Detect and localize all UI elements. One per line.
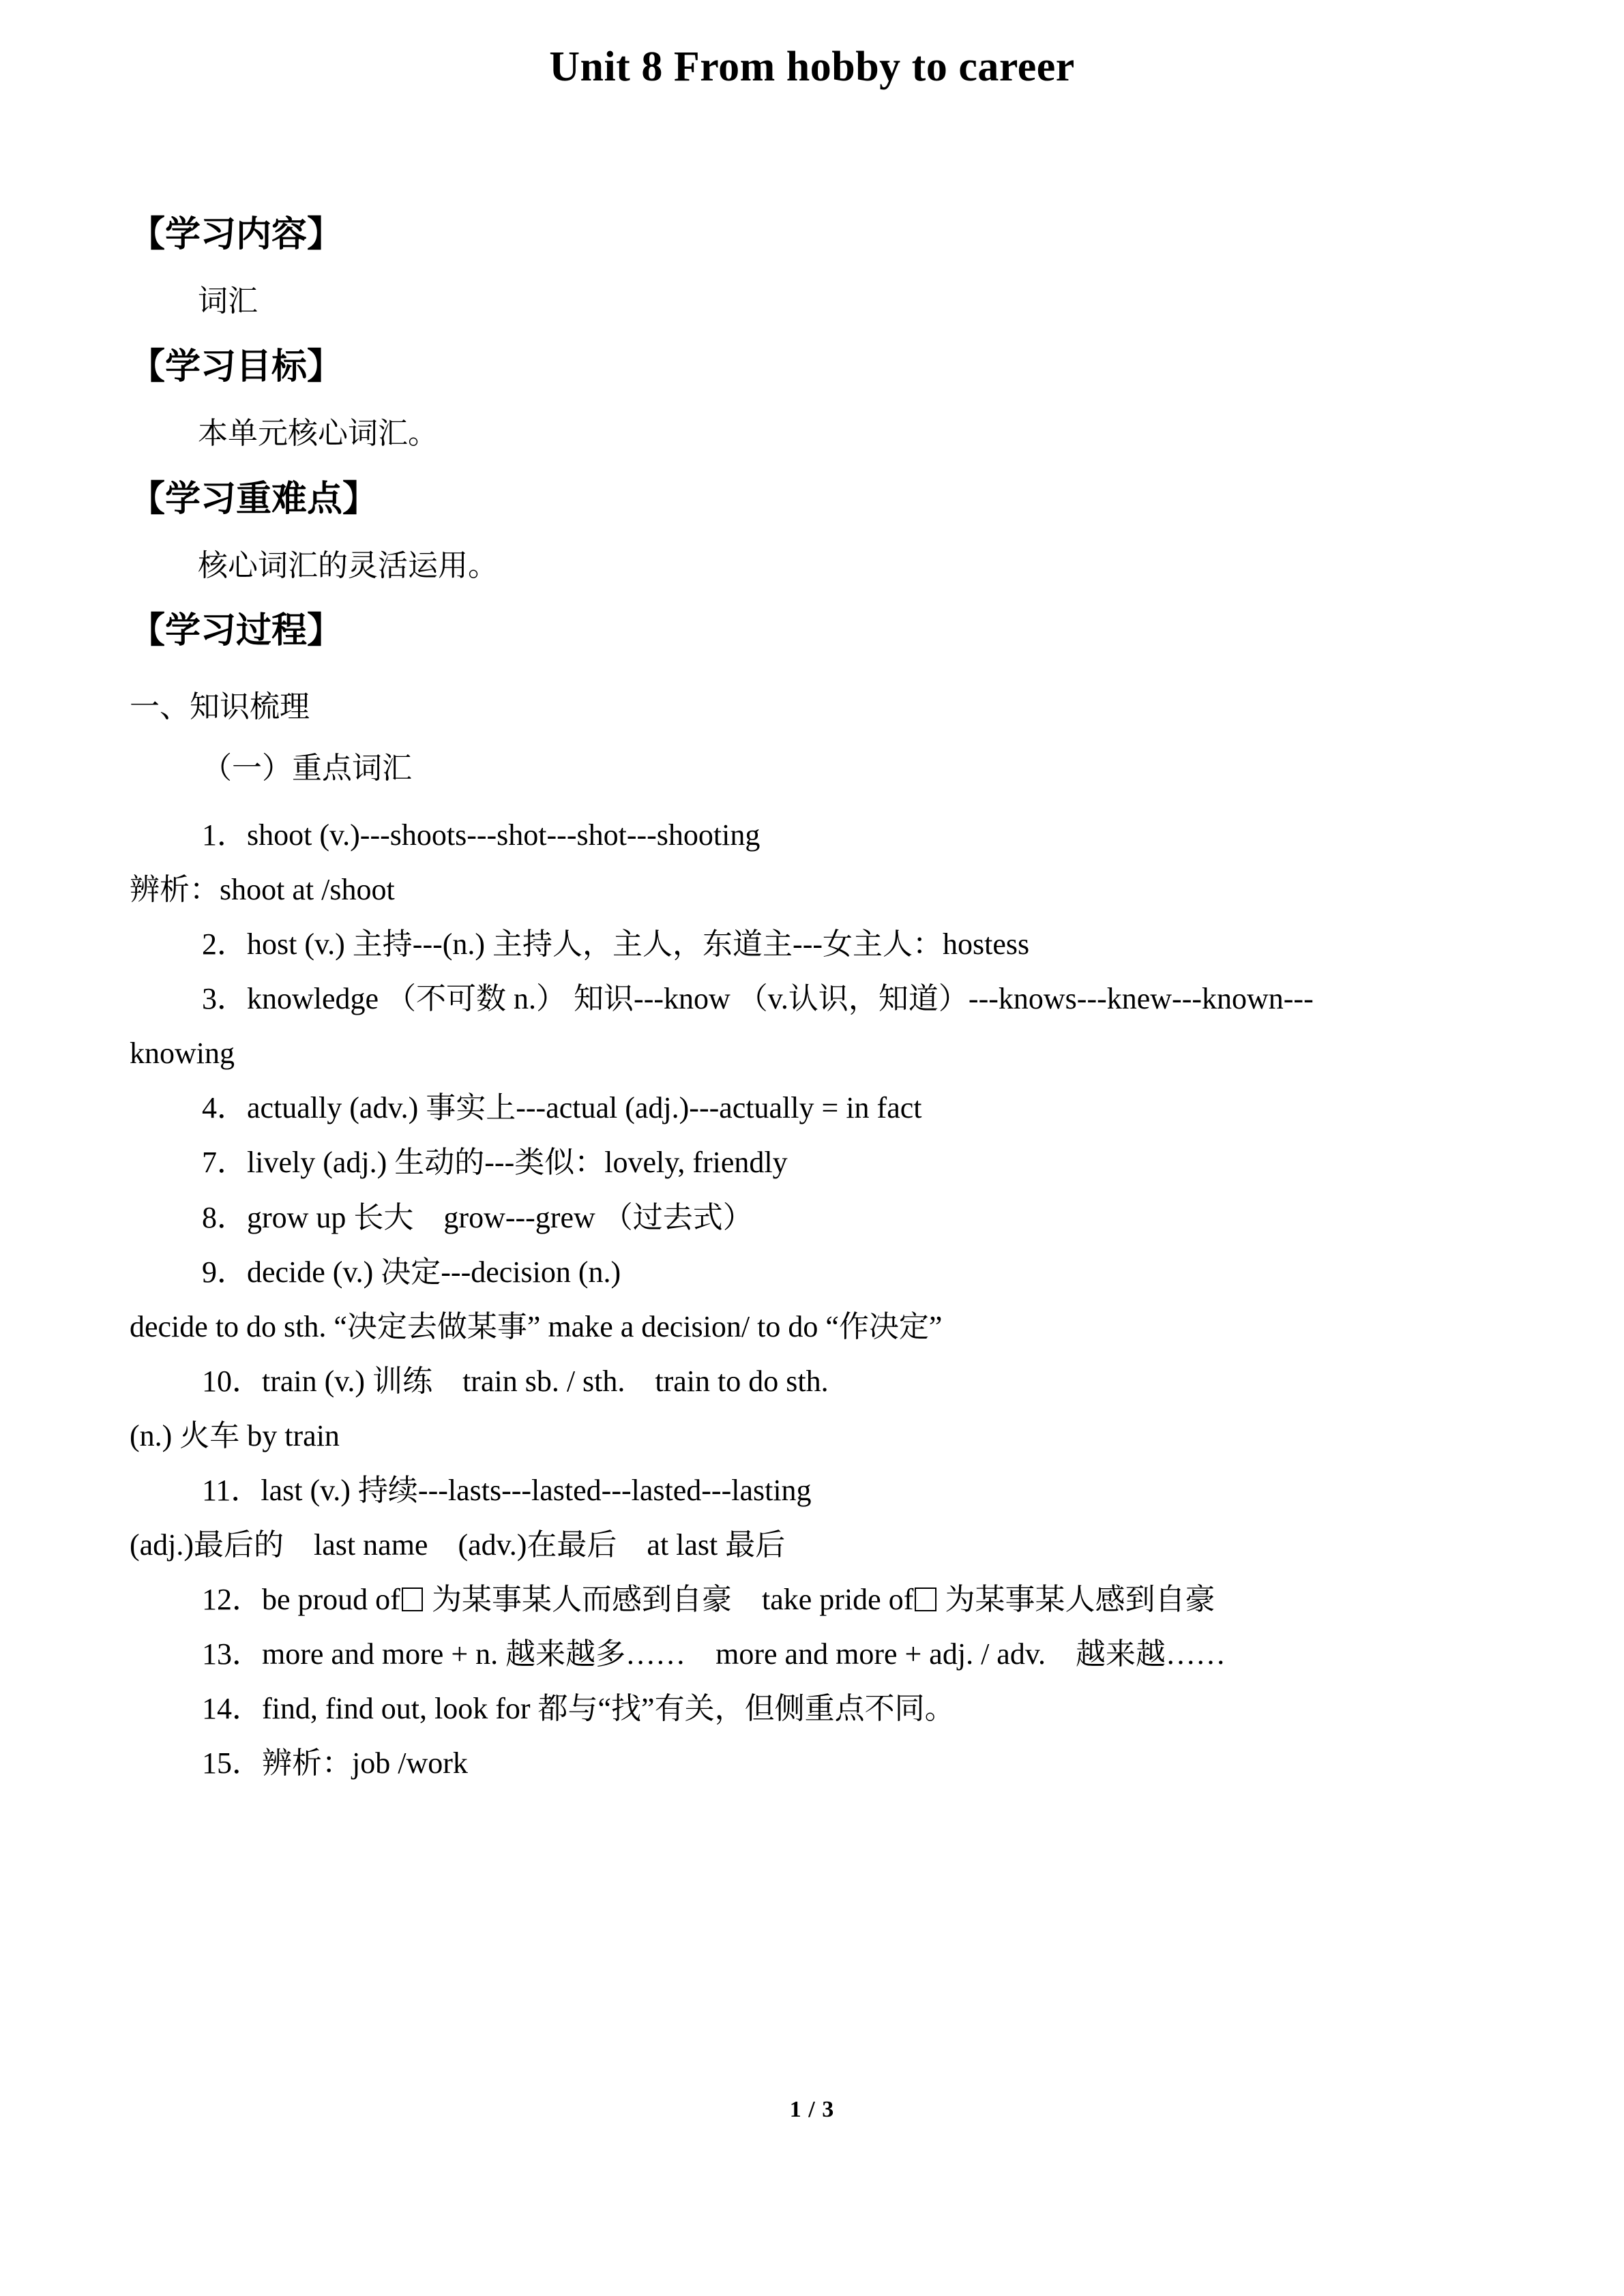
vocabulary-line: 10．train (v.) 训练 train sb. / sth. train to do sth. xyxy=(202,1364,829,1398)
learning-content-text: 词汇 xyxy=(198,284,258,318)
section-heading-learning-content: 【学习内容】 xyxy=(130,215,343,254)
section-heading-learning-objective: 【学习目标】 xyxy=(130,347,343,387)
vocabulary-line: 1．shoot (v.)---shoots---shot---shot---shooting xyxy=(202,818,761,852)
vocabulary-list xyxy=(130,808,1494,1791)
section-heading-learning-process: 【学习过程】 xyxy=(130,612,343,651)
vocabulary-line: 3．knowledge （不可数 n.） 知识---know （v.认识，知道）---knows---knew---known--- xyxy=(202,982,1314,1016)
spacer xyxy=(130,587,1494,605)
vocabulary-line: 12．be proud of 为某事某人而感到自豪 take pride of 为某事某人感到自豪 xyxy=(202,1583,1215,1617)
vocabulary-line: 辨析：shoot at /shoot xyxy=(130,873,395,907)
vocabulary-line: (n.) 火车 by train xyxy=(130,1418,340,1452)
vocabulary-line: knowing xyxy=(130,1037,235,1071)
spacer xyxy=(130,262,1494,280)
vocabulary-line: 15．辨析：job /work xyxy=(202,1746,468,1780)
spacer xyxy=(130,323,1494,341)
spacer xyxy=(130,394,1494,412)
vocabulary-line: 2．host (v.) 主持---(n.) 主持人，主人，东道主---女主人：hostess xyxy=(202,927,1030,961)
vocabulary-line: 11．last (v.) 持续---lasts---lasted---lasted---lasting xyxy=(202,1473,812,1507)
vocabulary-line: 4．actually (adv.) 事实上---actual (adj.)---actually = in fact xyxy=(202,1091,922,1125)
spacer xyxy=(130,170,1494,209)
key-difficulty-text: 核心词汇的灵活运用。 xyxy=(198,548,498,582)
vocabulary-line: 9．decide (v.) 决定---decision (n.) xyxy=(202,1255,621,1289)
part-one-heading: 一、知识梳理 xyxy=(130,690,310,724)
spacer xyxy=(130,790,1494,808)
spacer xyxy=(130,456,1494,473)
subsection-one-heading: （一）重点词汇 xyxy=(202,751,412,786)
vocabulary-line: (adj.)最后的 last name (adv.)在最后 at last 最后 xyxy=(130,1528,786,1562)
vocabulary-line: 7．lively (adj.) 生动的---类似：lovely, friendly xyxy=(202,1146,788,1180)
vocabulary-line: 14．find, find out, look for 都与“找”有关，但侧重点不同。 xyxy=(202,1692,955,1726)
page-title: Unit 8 From hobby to career xyxy=(549,44,1075,90)
section-heading-key-difficulty: 【学习重难点】 xyxy=(130,479,379,519)
page-number-footer: 1 / 3 xyxy=(789,2097,835,2122)
learning-objective-text: 本单元核心词汇。 xyxy=(198,416,438,450)
vocabulary-line: 8．grow up 长大 grow---grew （过去式） xyxy=(202,1200,753,1234)
missing-glyph-box xyxy=(915,1587,936,1611)
spacer xyxy=(130,658,1494,685)
missing-glyph-box xyxy=(402,1587,424,1611)
document-body xyxy=(130,170,1494,1791)
spacer xyxy=(130,526,1494,544)
spacer xyxy=(130,729,1494,747)
vocabulary-line: 13．more and more + n. 越来越多…… more and more + adj. / adv. 越来越…… xyxy=(202,1637,1226,1671)
vocabulary-line: decide to do sth. “决定去做某事” make a decision/ to do “作决定” xyxy=(130,1309,943,1343)
